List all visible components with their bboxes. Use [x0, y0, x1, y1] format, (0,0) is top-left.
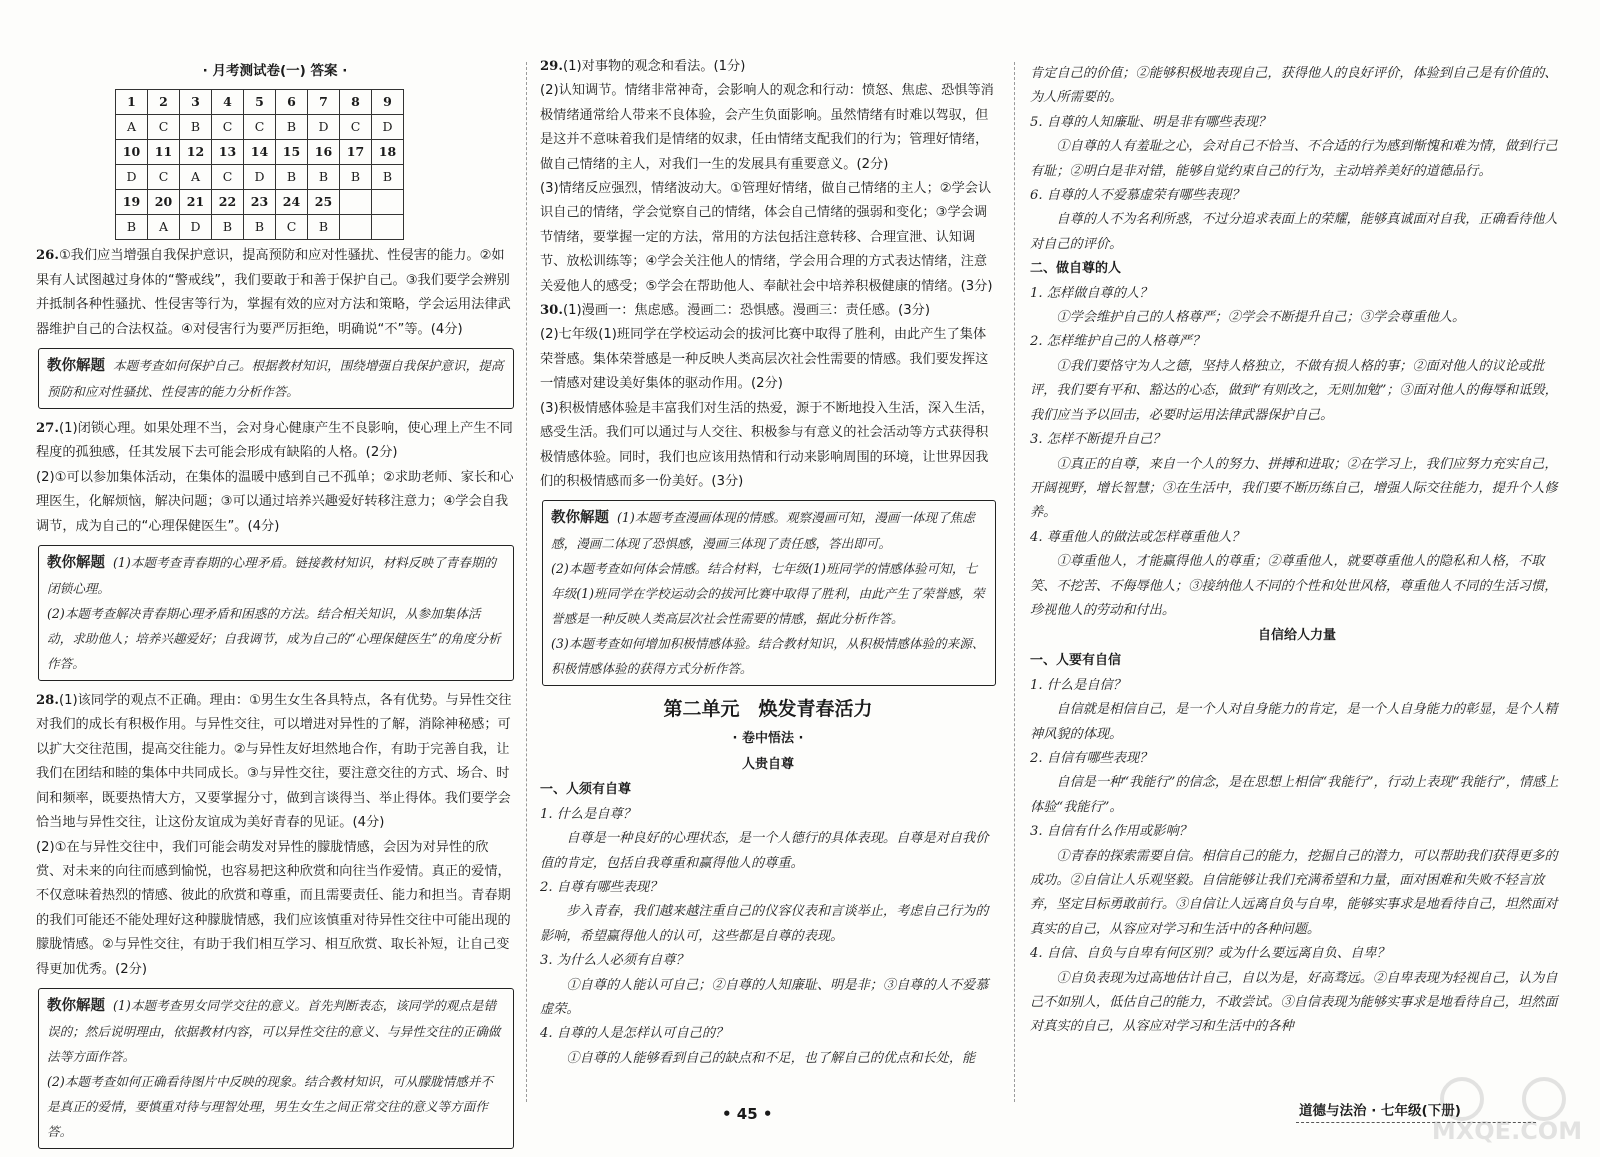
table-cell: B — [372, 165, 404, 190]
table-cell: B — [276, 115, 308, 140]
table-cell: C — [148, 165, 180, 190]
answer: 自信是一种“我能行”的信念，是在思想上相信“我能行”，行动上表现“我能行”，情感上体验“我能行”。 — [1030, 775, 1559, 815]
solution-label: 教你解题 — [47, 997, 105, 1014]
section-title: 自信给人力量 — [1257, 628, 1336, 644]
table-cell: 10 — [116, 140, 148, 165]
solution-label: 教你解题 — [47, 358, 105, 375]
book-title-footer: 道德与法治 · 七年级(下册) — [1299, 1103, 1461, 1119]
question: 5. 自尊的人知廉耻、明是非有哪些表现？ — [1030, 114, 1271, 130]
column-divider — [526, 62, 527, 1102]
section-title: 人贵自尊 — [741, 757, 794, 773]
answer: 肯定自己的价值；②能够积极地表现自己，获得他人的良好评价，体验到自己是有价值的、为人所需要的。 — [1030, 66, 1558, 106]
table-cell: 17 — [340, 140, 372, 165]
answer-29-part3: (3)情绪反应强烈，情绪波动大。①管理好情绪，做自己情绪的主人；②学会认识自己的情绪，学会觉察自己的情绪，体会自己情绪的强弱和变化；③学会调节情绪，要掌握一定的方法，常用的方法包括注意转移、合理宣泄、认知调节、放松训练等；④学会关注他人的情绪，学会用合理的方式表达情绪，注意关爱他人的感受；⑤学会在帮助他人、奉献社会中培养积极健康的情绪。(3分) — [540, 181, 993, 294]
table-cell: C — [340, 115, 372, 140]
answer: 步入青春，我们越来越注重自己的仪容仪表和言谈举止，考虑自己行为的影响，希望赢得他人的认可，这些都是自尊的表现。 — [540, 904, 989, 944]
solution-box-27 — [38, 545, 514, 681]
answer: ①真正的自尊，来自一个人的努力、拼搏和进取；②在学习上，我们应努力充实自己，开阔视野，增长智慧；③在生活中，我们要不断历练自己，增强人际交往能力，提升个人修养。 — [1030, 456, 1558, 521]
table-cell: D — [372, 115, 404, 140]
question: 3. 怎样不断提升自己？ — [1030, 432, 1166, 448]
watermark-text: MXQE.COM — [1431, 1117, 1583, 1145]
answer-title: · 月考测试卷(一) 答案 · — [202, 63, 348, 79]
answer: ①青春的探索需要自信。相信自己的能力，挖掘自己的潜力，可以帮助我们获得更多的成功。②自信让人乐观坚毅。自信能够让我们充满希望和力量，面对困难和失败不轻言放弃，坚定目标勇敢前行。③自信让人远离自负与自卑，能够实事求是地看待自己，坦然面对真实的自己，从容应对学习和生活中的各种问题。 — [1030, 848, 1558, 937]
question-number: 28. — [36, 693, 59, 709]
table-cell: 22 — [212, 190, 244, 215]
solution-text: (2)本题考查解决青春期心理矛盾和困惑的方法。结合相关知识，从参加集体活动，求助他人；培养兴趣爱好；自我调节，成为自己的“心理保健医生”的角度分析作答。 — [47, 606, 501, 672]
page-number: • 45 • — [722, 1105, 773, 1123]
table-cell: C — [212, 165, 244, 190]
solution-box-28 — [38, 988, 514, 1149]
solution-text: (1)本题考查漫画体现的情感。观察漫画可知，漫画一体现了焦虑感，漫画二体现了恐惧感，漫画三体现了责任感，答出即可。 — [551, 510, 975, 552]
question: 4. 自信、自负与自卑有何区别？或为什么要远离自负、自卑？ — [1030, 946, 1390, 962]
unit-subtitle: · 卷中悟法 · — [732, 731, 804, 747]
table-cell — [372, 190, 404, 215]
table-cell: 23 — [244, 190, 276, 215]
answer-30 — [540, 299, 996, 323]
answer-26 — [36, 244, 514, 342]
table-cell: 12 — [180, 140, 212, 165]
table-cell: 11 — [148, 140, 180, 165]
answer-table — [115, 89, 404, 240]
answer-text: (1)漫画一：焦虑感。漫画二：恐惧感。漫画三：责任感。(3分) — [562, 303, 930, 319]
solution-label: 教你解题 — [551, 510, 609, 527]
table-cell: 6 — [276, 90, 308, 115]
table-cell: B — [212, 215, 244, 240]
table-cell: 3 — [180, 90, 212, 115]
table-cell: 13 — [212, 140, 244, 165]
table-cell: C — [148, 115, 180, 140]
question: 2. 怎样维护自己的人格尊严？ — [1030, 334, 1206, 350]
answer-27-part2: (2)①可以参加集体活动，在集体的温暖中感到自己不孤单；②求助老师、家长和心理医生，化解烦恼，解决问题；③可以通过培养兴趣爱好转移注意力；④学会自我调节，成为自己的“心理保健医生”。(4分) — [36, 469, 514, 534]
answer-30-part2: (2)七年级(1)班同学在学校运动会的拔河比赛中取得了胜利，由此产生了集体荣誉感。集体荣誉感是一种反映人类高层次社会性需要的情感。我们要发挥这一情感对建设美好集体的驱动作用。(2分) — [540, 327, 989, 392]
table-cell — [340, 190, 372, 215]
table-cell: 7 — [308, 90, 340, 115]
solution-text: (2)本题考查如何正确看待图片中反映的现象。结合教材知识，可从朦胧情感并不是真正的爱情，要慎重对待与理智处理，男生女生之间正常交往的意义等方面作答。 — [47, 1073, 494, 1139]
table-cell: 15 — [276, 140, 308, 165]
question: 1. 什么是自尊？ — [540, 806, 636, 822]
heading: 一、人须有自尊 — [540, 782, 632, 798]
solution-text: (3)本题考查如何增加积极情感体验。结合教材知识，从积极情感体验的来源、积极情感体验的获得方式分析作答。 — [551, 636, 985, 677]
answer-27 — [36, 417, 514, 466]
table-cell: 20 — [148, 190, 180, 215]
table-cell: D — [244, 165, 276, 190]
table-cell: D — [116, 165, 148, 190]
table-cell: B — [308, 215, 340, 240]
heading: 一、人要有自信 — [1030, 653, 1122, 669]
answer: 自尊是一种良好的心理状态，是一个人德行的具体表现。自尊是对自我价值的肯定，包括自我尊重和赢得他人的尊重。 — [540, 831, 989, 871]
table-cell: 16 — [308, 140, 340, 165]
question: 6. 自尊的人不爱慕虚荣有哪些表现？ — [1030, 188, 1245, 204]
table-cell: 25 — [308, 190, 340, 215]
table-cell — [340, 215, 372, 240]
table-cell: D — [308, 115, 340, 140]
answer-28-part2: (2)①在与异性交往中，我们可能会萌发对异性的朦胧情感，会因为对异性的欣赏、对未来的向往而感到愉悦，也容易把这种欣赏和向往当作爱情。真正的爱情，不仅意味着热烈的情感、彼此的欣赏和尊重，而且需要责任、能力和担当。青春期的我们可能还不能处理好这种朦胧情感，我们应该慎重对待异性交往中可能出现的朦胧情感。②与异性交往，有助于我们相互学习、相互欣赏、取长补短，让自己变得更加优秀。(2分) — [36, 839, 511, 977]
question-number: 29. — [540, 59, 563, 74]
question-number: 30. — [540, 303, 563, 319]
question: 2. 自尊有哪些表现？ — [540, 879, 663, 895]
table-cell: 2 — [148, 90, 180, 115]
answer-text: ①我们应当增强自我保护意识，提高预防和应对性骚扰、性侵害的能力。②如果有人试图越过身体的“警戒线”，我们要敢于和善于保护自己。③我们要学会辨别并抵制各种性骚扰、性侵害等行为，掌握有效的应对方法和策略，学会运用法律武器维护自己的合法权益。④对侵害行为要严厉拒绝，明确说“不”等。(4分) — [36, 248, 511, 337]
question: 4. 尊重他人的做法或怎样尊重他人？ — [1030, 529, 1245, 545]
column-left — [36, 55, 514, 1157]
answer-29-part2: (2)认知调节。情绪非常神奇，会影响人的观念和行动：愤怒、焦虑、恐惧等消极情绪通常给人带来不良体验，会产生负面影响。虽然情绪有时难以驾驭，但是这并不意味着我们是情绪的奴隶，任由情绪支配我们的行为；管理好情绪，做自己情绪的主人，对我们一生的发展具有重要意义。(2分) — [540, 83, 994, 172]
answer: 自信就是相信自己，是一个人对自身能力的肯定，是一个人自身能力的彰显，是个人精神风貌的体现。 — [1030, 702, 1558, 742]
table-cell: B — [180, 115, 212, 140]
answer: ①自尊的人能够看到自己的缺点和不足，也了解自己的优点和长处，能 — [566, 1050, 976, 1066]
answer: ①自负表现为过高地估计自己，自以为是，好高骛远。②自卑表现为轻视自己，认为自己不如别人，低估自己的能力，不敢尝试。③自信表现为能够实事求是地看待自己，坦然面对真实的自己，从容应对学习和生活中的各种 — [1030, 970, 1558, 1035]
answer: 自尊的人不为名利所惑，不过分追求表面上的荣耀，能够真诚面对自我，正确看待他人对自己的评价。 — [1030, 212, 1558, 252]
table-cell: 4 — [212, 90, 244, 115]
question: 1. 什么是自信？ — [1030, 677, 1126, 693]
answer: ①尊重他人，才能赢得他人的尊重；②尊重他人，就要尊重他人的隐私和人格，不取笑、不挖苦、不侮辱他人；③接纳他人不同的个性和处世风格，尊重他人不同的生活习惯，珍视他人的劳动和付出。 — [1030, 554, 1558, 618]
answer: ①学会维护自己的人格尊严；②学会不断提升自己；③学会尊重他人。 — [1056, 310, 1466, 326]
unit-title: 第二单元 焕发青春活力 — [663, 698, 873, 721]
column-right — [1030, 62, 1564, 1040]
table-cell: B — [116, 215, 148, 240]
solution-box-26 — [38, 348, 514, 409]
heading: 二、做自尊的人 — [1030, 261, 1122, 277]
watermark-logo-icon — [1422, 1075, 1592, 1145]
solution-text: (2)本题考查如何体会情感。结合材料，七年级(1)班同学的情感体验可知，七年级(1)班同学在学校运动会的拔河比赛中取得了胜利，由此产生了荣誉感，荣誉感是一种反映人类高层次社会性需要的情感，据此分析作答。 — [551, 561, 985, 627]
table-cell: C — [212, 115, 244, 140]
solution-text: (1)本题考查青春期的心理矛盾。链接教材知识，材料反映了青春期的闭锁心理。 — [47, 555, 497, 597]
table-cell: 19 — [116, 190, 148, 215]
question: 4. 自尊的人是怎样认可自己的？ — [540, 1026, 729, 1042]
table-cell: 14 — [244, 140, 276, 165]
solution-label: 教你解题 — [47, 555, 105, 572]
answer-text: (1)闭锁心理。如果处理不当，会对身心健康产生不良影响，使心理上产生不同程度的孤独感，任其发展下去可能会形成有缺陷的人格。(2分) — [36, 421, 513, 461]
solution-box-30 — [542, 500, 996, 686]
table-cell: B — [308, 165, 340, 190]
table-cell: 8 — [340, 90, 372, 115]
table-cell: 18 — [372, 140, 404, 165]
table-cell: A — [116, 115, 148, 140]
question-number: 26. — [36, 248, 59, 264]
table-cell: 21 — [180, 190, 212, 215]
answer-text: (1)该同学的观点不正确。理由：①男生女生各具特点，各有优势。与异性交往对我们的成长有积极作用。与异性交往，可以增进对异性的了解，消除神秘感；可以扩大交往范围，提高交往能力。②与异性友好坦然地合作，有助于完善自我，让我们在团结和睦的集体中共同成长。③与异性交往，要注意交往的方式、场合、时间和频率，既要热情大方，又要掌握分寸，做到言谈得当、举止得体。我们要学会恰当地与异性交往，让这份友谊成为美好青春的见证。(4分) — [36, 693, 512, 831]
answer-29 — [540, 55, 996, 79]
answer-30-part3: (3)积极情感体验是丰富我们对生活的热爱，源于不断地投入生活，深入生活，感受生活。我们可以通过与人交往、积极参与有意义的社会活动等方式获得积极情感体验。同时，我们也应该用热情和行动来影响周围的环境，让世界因我们的积极情感而多一份美好。(3分) — [540, 400, 994, 489]
table-cell: C — [276, 215, 308, 240]
table-cell: A — [148, 215, 180, 240]
solution-text: 本题考查如何保护自己。根据教材知识，围绕增强自我保护意识，提高预防和应对性骚扰、性侵害的能力分析作答。 — [47, 358, 504, 400]
table-cell: C — [244, 115, 276, 140]
table-cell: 9 — [372, 90, 404, 115]
table-cell: D — [180, 215, 212, 240]
table-cell: B — [244, 215, 276, 240]
answer: ①我们要恪守为人之德，坚持人格独立，不做有损人格的事；②面对他人的议论或批评，我们要有平和、豁达的心态，做到“有则改之，无则加勉”；③面对他人的侮辱和诋毁，我们应当予以回击，必要时运用法律武器保护自己。 — [1030, 358, 1558, 423]
table-cell: B — [340, 165, 372, 190]
column-middle — [540, 55, 996, 1071]
question: 3. 为什么人必须有自尊？ — [540, 953, 689, 969]
question: 2. 自信有哪些表现？ — [1030, 750, 1153, 766]
answer-28 — [36, 689, 514, 835]
column-divider — [1014, 62, 1015, 1102]
answer-text: (1)对事物的观念和看法。(1分) — [562, 59, 746, 74]
table-cell: B — [276, 165, 308, 190]
answer: ①自尊的人有羞耻之心，会对自己不恰当、不合适的行为感到惭愧和难为情，做到行己有耻；②明白是非对错，能够自觉约束自己的行为，主动培养美好的道德品行。 — [1030, 139, 1558, 179]
table-cell: 5 — [244, 90, 276, 115]
solution-text: (1)本题考查男女同学交往的意义。首先判断表态，该同学的观点是错误的；然后说明理由，依据教材内容，可以异性交往的意义、与异性交往的正确做法等方面作答。 — [47, 997, 501, 1064]
question: 3. 自信有什么作用或影响？ — [1030, 824, 1192, 840]
question: 1. 怎样做自尊的人？ — [1030, 285, 1153, 301]
table-cell: 24 — [276, 190, 308, 215]
question-number: 27. — [36, 421, 59, 437]
answer: ①自尊的人能认可自己；②自尊的人知廉耻、明是非；③自尊的人不爱慕虚荣。 — [540, 977, 989, 1017]
table-cell: A — [180, 165, 212, 190]
table-cell: 1 — [116, 90, 148, 115]
table-cell — [372, 215, 404, 240]
